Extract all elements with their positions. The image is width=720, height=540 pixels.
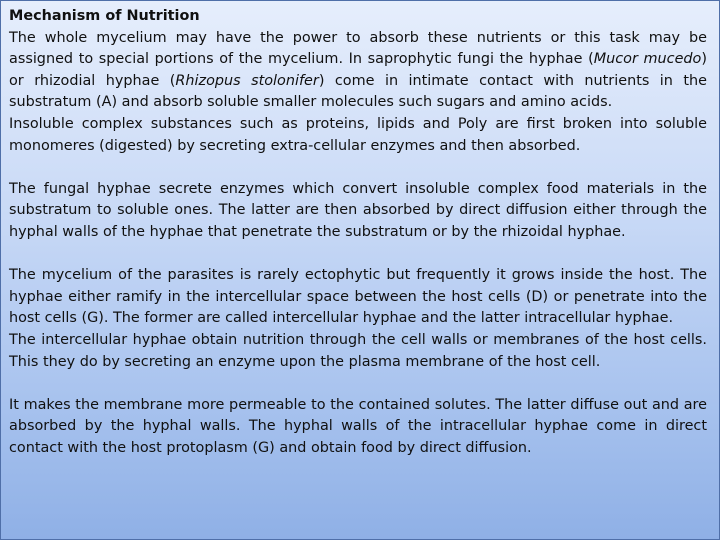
paragraph-digestion: Insoluble complex substances such as proteins, lipids and Poly are first broken into soluble monomeres (digested) by secreting extra-cellular enzymes and then absorbed.: [9, 115, 707, 154]
paragraph-membrane-permeability: It makes the membrane more permeable to the contained solutes. The latter diffuse out and are absorbed by the hyphal walls. The hyphal walls of the intracellular hyphae come in direct contact with the host protoplasm (G) and obtain food by direct diffusion.: [9, 396, 707, 456]
text-box: [9, 6, 707, 459]
paragraph-text: The whole mycelium may have the power to absorb these nutrients or this task may be assigned to special portions of the mycelium. In saprophytic fungi the hyphae (: [9, 29, 707, 68]
heading: Mechanism of Nutrition: [9, 8, 200, 24]
species-name-rhizopus: Rhizopus stolonifer: [175, 72, 319, 89]
paragraph-text: ) come in intimate contact with nutrients in the substratum (A) and absorb soluble smaller molecules such sugars and amino acids.: [9, 72, 707, 111]
paragraph-text: ) or rhizodial hyphae (: [9, 51, 707, 89]
paragraph-intercellular-nutrition: The intercellular hyphae obtain nutrition through the cell walls or membranes of the host cells. This they do by secreting an enzyme upon the plasma membrane of the host cell.: [9, 331, 707, 370]
paragraph-saprophytic-absorption: [9, 28, 707, 114]
paragraph-parasitic-mycelium: The mycelium of the parasites is rarely ectophytic but frequently it grows inside the host. The hyphae either ramify in the intercellular space between the host cells (D) or penetrate into the host cells (G). The former are called intercellular hyphae and the latter intracellular hyphae.: [9, 267, 707, 327]
paragraph-enzyme-secretion: The fungal hyphae secrete enzymes which convert insoluble complex food materials in the substratum to soluble ones. The latter are then absorbed by direct diffusion either through the hyphal walls of the hyphae that penetrate the substratum or by the rhizoidal hyphae.: [9, 180, 707, 240]
species-name-mucor: Mucor mucedo: [593, 51, 702, 68]
